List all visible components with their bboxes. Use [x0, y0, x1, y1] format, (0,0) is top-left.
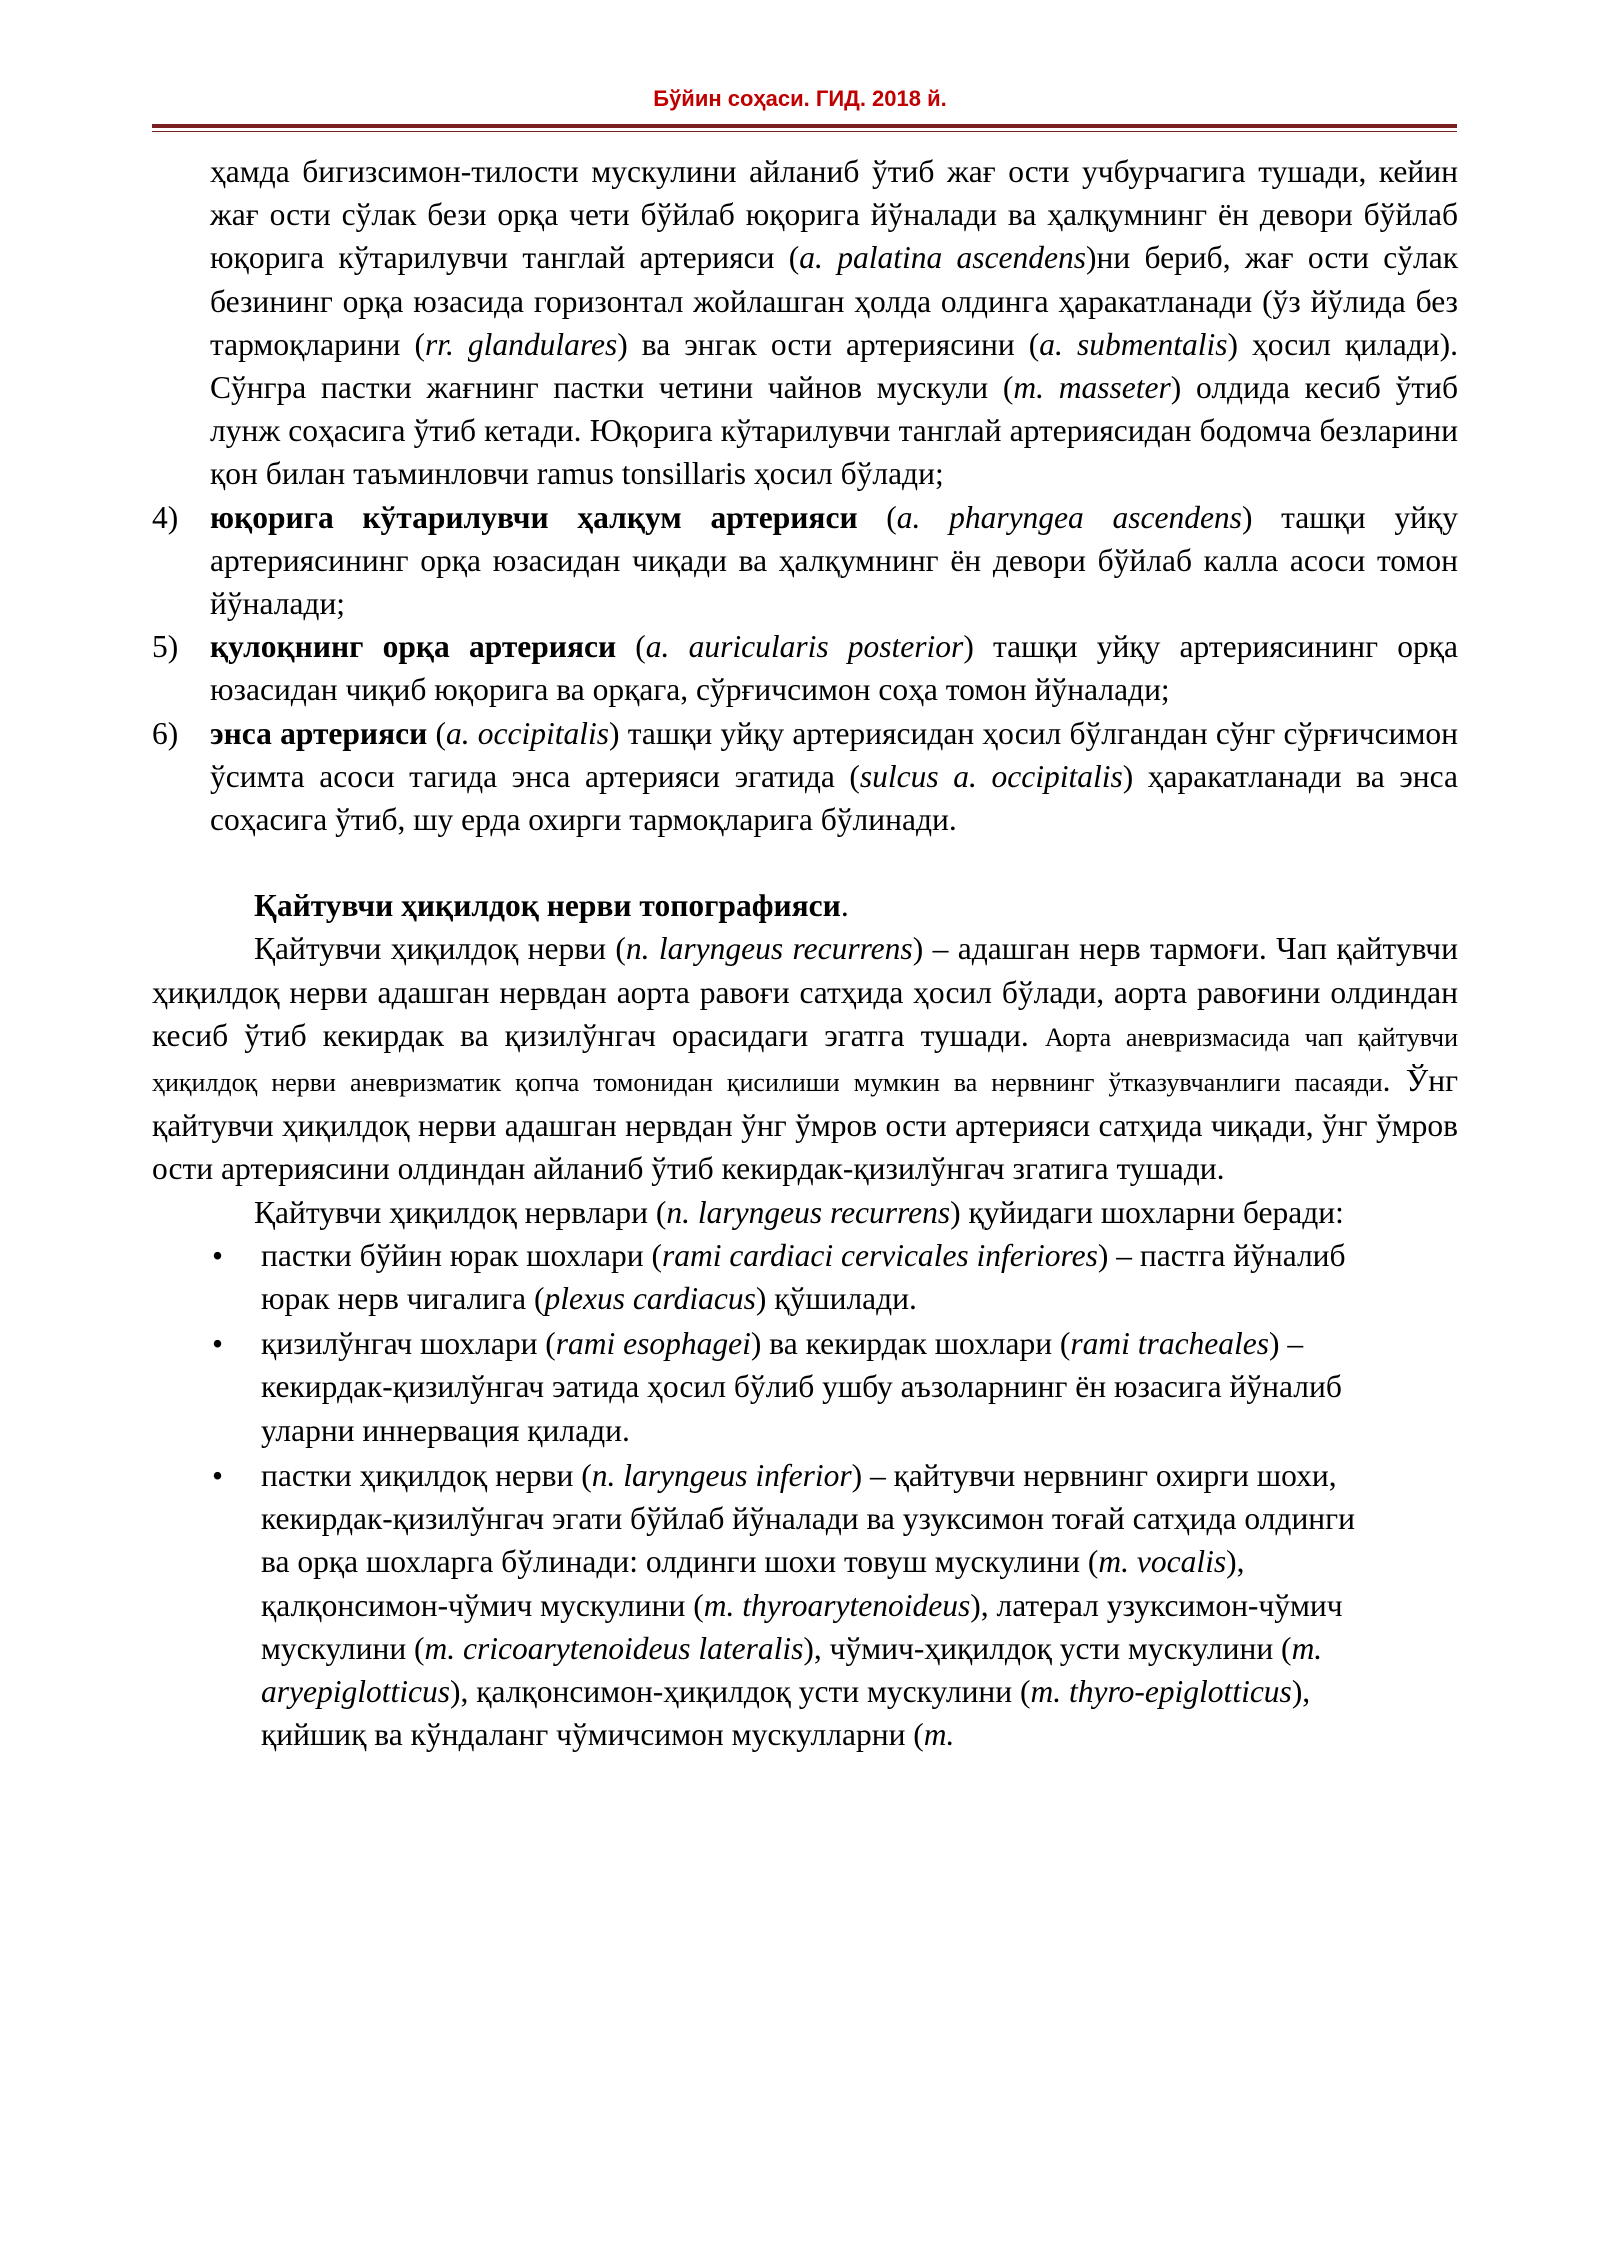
section-paragraph-1: [152, 927, 1458, 1190]
list-item: [152, 625, 1458, 711]
latin-term: m.: [923, 1717, 955, 1753]
text-run: пастки ҳиқилдоқ нерви (: [261, 1457, 592, 1493]
text-run: . Ўнг қайтувчи ҳиқилдоқ нерви адашган нервдан ўнг ўмров ости артерияси сатҳида чиқади, ўнг ўмров ости артериясини олдиндан айланиб ўтиб кекирдак-қизилўнгач згатига тушади.: [152, 1063, 1458, 1187]
text-run: Қайтувчи ҳиқилдоқ нервлари (: [254, 1194, 667, 1230]
text-run: ) ва кекирдак шохлари (: [750, 1326, 1071, 1362]
text-run: ) қўшилади.: [755, 1281, 917, 1317]
list-number: 4): [152, 499, 179, 535]
text-run: (: [616, 629, 646, 665]
artery-name: юқорига кўтарилувчи ҳалқум артерияси: [210, 499, 858, 535]
text-run: ), чўмич-ҳиқилдоқ усти мускулини (: [803, 1630, 1292, 1666]
bullet-item: [152, 1454, 1458, 1756]
latin-term: plexus cardiacus: [544, 1281, 756, 1317]
latin-term: m. aryepiglotticus: [261, 1630, 1323, 1709]
latin-term: m. vocalis: [1098, 1544, 1227, 1580]
text-run: (: [857, 499, 897, 535]
latin-term: m. cricoarytenoideus lateralis: [424, 1630, 804, 1666]
body-text: [152, 150, 1458, 1756]
bullet-dot: •: [212, 1457, 224, 1493]
latin-term: m. thyroarytenoideus: [703, 1587, 971, 1623]
latin-term: a. occipitalis: [445, 715, 610, 751]
latin-term: a. palatina ascendens: [799, 240, 1086, 276]
latin-term: n. laryngeus inferior: [591, 1457, 852, 1493]
section-heading: [152, 884, 1458, 927]
text-run: ) ташқи уйқу артериясидан ҳосил бўлгандан сўнг сўрғичсимон ўсимта асоси тагида энса артерияси эгатида (: [210, 715, 1459, 794]
text-run: пастки бўйин юрак шохлари (: [261, 1237, 662, 1273]
section-paragraph-2: [152, 1191, 1458, 1234]
text-run: ), қалқонсимон-чўмич мускулини (: [261, 1544, 1245, 1623]
text-run: Қайтувчи ҳиқилдоқ нерви (: [254, 931, 626, 967]
bullet-dot: •: [212, 1326, 224, 1362]
continuation-paragraph: [152, 150, 1458, 496]
text-run: ) ҳосил қилади). Сўнгра пастки жағнинг пастки четини чайнов мускули (: [210, 326, 1458, 406]
header-rule-thick: [152, 124, 1457, 128]
running-header: Бўйин соҳаси. ГИД. 2018 й.: [653, 86, 947, 111]
latin-term: n. laryngeus recurrens: [625, 931, 913, 967]
latin-term: a. auricularis posterior: [645, 629, 964, 665]
artery-name: қулоқнинг орқа артерияси: [210, 629, 617, 665]
bullet-item: [152, 1234, 1458, 1320]
text-run: ), қийшиқ ва кўндаланг чўмичсимон мускулларни (: [261, 1673, 1311, 1753]
list-number: 6): [152, 715, 179, 751]
text-run: ҳамда бигизсимон-тилости мускулини айланиб ўтиб жағ ости учбурчагига тушади, кейин жағ ости сўлак бези орқа чети бўйлаб юқорига йўналади ва ҳалқумнинг ён девори бўйлаб юқорига кўтарилувчи танглай артерияси (: [210, 154, 1458, 276]
text-run: )ни бериб, жағ ости сўлак безининг орқа юзасида горизонтал жойлашган ҳолда олдинга ҳаракатланади (ўз йўлида без тармоқларини (: [210, 240, 1458, 362]
text-run: ) – адашган нерв тармоғи. Чап қайтувчи ҳиқилдоқ нерви адашган нервдан аорта равоғи сатҳида ҳосил бўлади, аорта равоғини олдиндан кесиб ўтиб кекирдак ва қизилўнгач орасидаги эгатга тушади.: [152, 931, 1459, 1053]
text-run: (: [427, 715, 446, 751]
bullet-item: [152, 1322, 1458, 1452]
latin-term: m. thyro-epiglotticus: [1030, 1673, 1292, 1709]
list-item: [152, 712, 1458, 842]
list-item: [152, 496, 1458, 626]
header-rule-thin: [152, 131, 1457, 132]
list-number: 5): [152, 629, 179, 665]
text-run: ) – кекирдак-қизилўнгач эатида ҳосил бўлиб ушбу аъзоларнинг ён юзасига йўналиб уларни иннервация қилади.: [261, 1326, 1342, 1448]
text-run: ) ташқи уйқу артериясининг орқа юзасидан чиқади ва ҳалқумнинг ён девори бўйлаб калла асоси томон йўналади;: [210, 499, 1458, 622]
latin-term: n. laryngeus recurrens: [666, 1194, 951, 1230]
heading-period: .: [840, 888, 849, 924]
text-run: ) ҳаракатланади ва энса соҳасига ўтиб, шу ерда охирги тармоқларига бўлинади.: [210, 758, 1459, 838]
heading-text: Қайтувчи ҳиқилдоқ нерви топографияси: [254, 888, 841, 924]
latin-term: a. submentalis: [1039, 326, 1228, 362]
text-run: ) ва энгак ости артериясини (: [617, 326, 1040, 362]
text-run: ) – қайтувчи нервнинг охирги шохи, кекирдак-қизилўнгач эгати бўйлаб йўналади ва узуксимон тоғай сатҳида олдинги ва орқа шохларга бўлинади: олдинги шохи товуш мускулини (: [261, 1457, 1355, 1580]
text-run: қизилўнгач шохлари (: [261, 1326, 556, 1362]
latin-term: m. masseter: [1013, 370, 1171, 406]
text-run: ) – пастга йўналиб юрак нерв чигалига (: [261, 1237, 1346, 1317]
artery-name: энса артерияси: [210, 715, 428, 751]
latin-term: rr. glandulares: [424, 326, 618, 362]
latin-term: rami esophagei: [555, 1326, 751, 1362]
latin-term: rami cardiaci cervicales inferiores: [661, 1237, 1098, 1273]
latin-term: rami tracheales: [1070, 1326, 1270, 1362]
text-run: ), латерал узуксимон-чўмич мускулини (: [261, 1587, 1343, 1666]
text-run: ) ташқи уйқу артериясининг орқа юзасидан чиқиб юқорига ва орқага, сўрғичсимон соҳа томон йўналади;: [210, 629, 1458, 708]
bullet-list: [152, 1234, 1458, 1756]
latin-term: sulcus a. occipitalis: [859, 758, 1123, 794]
text-run: ) олдида кесиб ўтиб лунж соҳасига ўтиб кетади. Юқорига кўтарилувчи танглай артериясидан бодомча безларини қон билан таъминловчи ramus tonsillaris ҳосил бўлади;: [210, 370, 1458, 492]
text-run: ), қалқонсимон-ҳиқилдоқ усти мускулини (: [449, 1673, 1031, 1709]
text-run: ) қуйидаги шохларни беради:: [950, 1194, 1344, 1230]
small-text-run: Аорта аневризмасида чап қайтувчи ҳиқилдоқ нерви аневризматик қопча томонидан қисилиши мумкин ва нервнинг ўтказувчанлиги пасаяди: [152, 1022, 1459, 1098]
latin-term: a. pharyngea ascendens: [896, 499, 1242, 535]
bullet-dot: •: [212, 1237, 224, 1273]
